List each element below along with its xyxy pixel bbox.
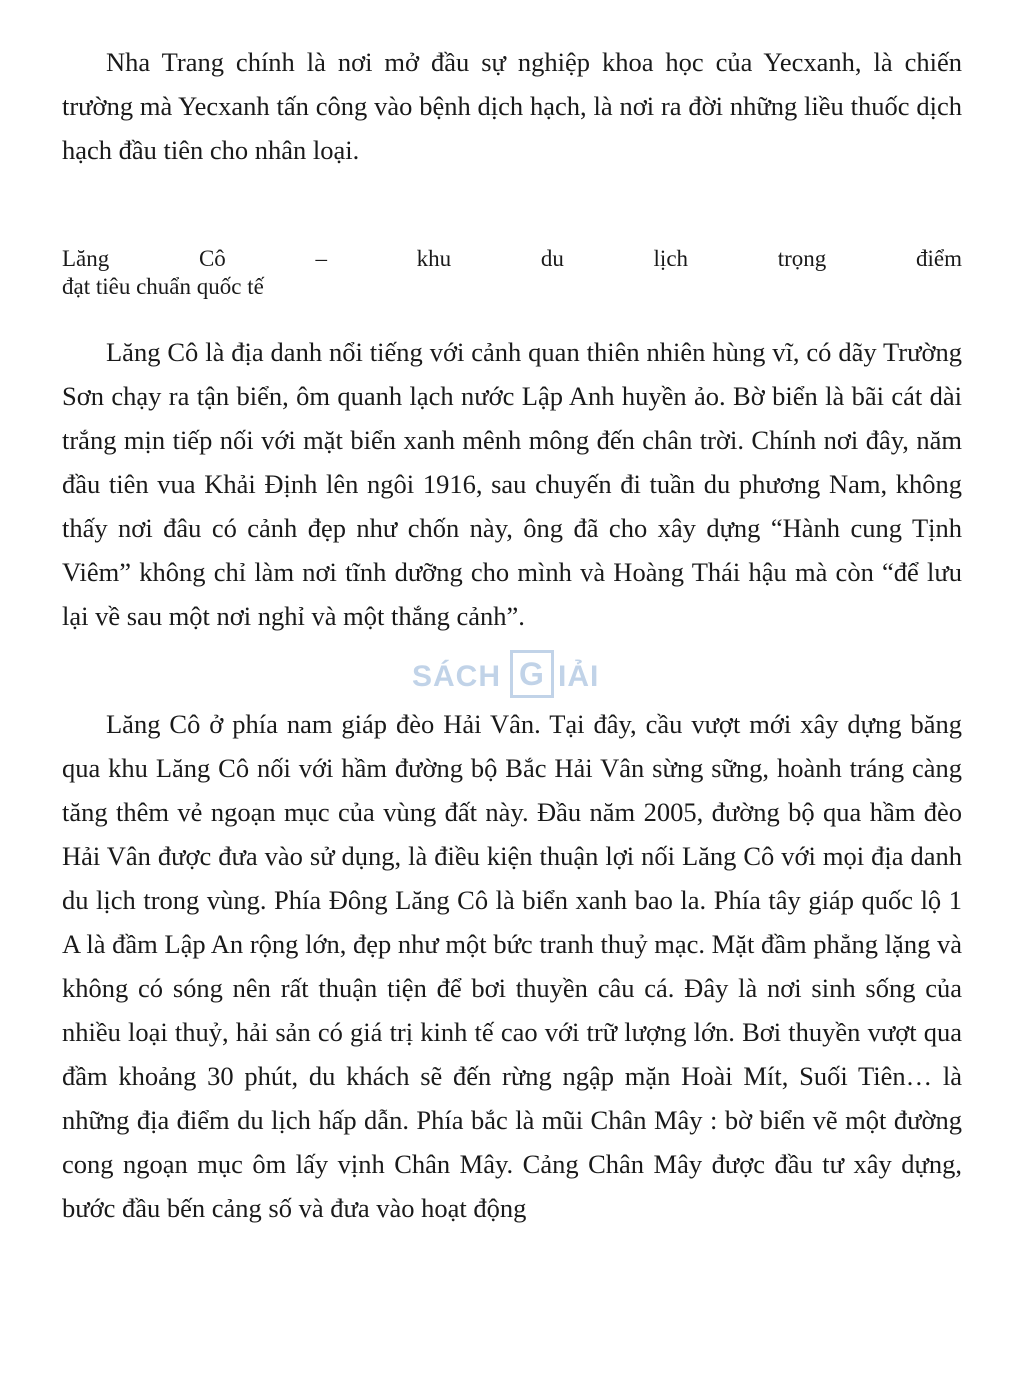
heading-word: – [315,246,327,271]
heading-word: Lăng [62,246,110,271]
heading-word: lịch [653,246,689,271]
heading-word: trọng [777,246,827,271]
watermark-g-box: G [510,650,554,698]
watermark-text: SÁCH [412,660,502,693]
section-heading-line2: đạt tiêu chuẩn quốc tế [62,274,264,299]
heading-word: Cô [198,246,226,271]
section-heading-line1 [62,245,962,273]
heading-word: du [540,246,564,271]
paragraph-lang-co-1: Lăng Cô là địa danh nổi tiếng với cảnh quan thiên nhiên hùng vĩ, có dãy Trường Sơn chạy ra tận biển, ôm quanh lạch nước Lập Anh huyền ảo. Bờ biển là bãi cát dài trắng mịn tiếp nối với mặt biển xanh mênh mông đến chân trời. Chính nơi đây, năm đầu tiên vua Khải Định lên ngôi 1916, sau chuyến đi tuần du phương Nam, không thấy nơi đâu có cảnh đẹp như chốn này, ông đã cho xây dựng “Hành cung Tịnh Viêm” không chỉ làm nơi tĩnh dưỡng cho mình và Hoàng Thái hậu mà còn “để lưu lại về sau một nơi nghỉ và một thắng cảnh”. [62,337,962,631]
paragraph-lang-co-2: Lăng Cô ở phía nam giáp đèo Hải Vân. Tại đây, cầu vượt mới xây dựng băng qua khu Lăng Cô nối với hầm đường bộ Bắc Hải Vân sừng sững, hoành tráng càng tăng thêm vẻ ngoạn mục của vùng đất này. Đầu năm 2005, đường bộ qua hầm đèo Hải Vân được đưa vào sử dụng, là điều kiện thuận lợi nối Lăng Cô với mọi địa danh du lịch trong vùng. Phía Đông Lăng Cô là biển xanh bao la. Phía tây giáp quốc lộ 1 A là đầm Lập An rộng lớn, đẹp như một bức tranh thuỷ mạc. Mặt đầm phẳng lặng và không có sóng nên rất thuận tiện để bơi thuyền câu cá. Đây là nơi sinh sống của nhiều loại thuỷ, hải sản có giá trị kinh tế cao với trữ lượng lớn. Bơi thuyền vượt qua đầm khoảng 30 phút, du khách sẽ đến rừng ngập mặn Hoài Mít, Suối Tiên… là những địa điểm du lịch hấp dẫn. Phía bắc là mũi Chân Mây : bờ biển vẽ một đường cong ngoạn mục ôm lấy vịnh Chân Mây. Cảng Chân Mây được đầu tư xây dựng, bước đầu bến cảng số và đưa vào hoạt động [62,709,962,1223]
heading-word: điểm [915,246,962,271]
watermark-text: IẢI [558,660,600,693]
watermark-logo [410,646,620,704]
paragraph-intro: Nha Trang chính là nơi mở đầu sự nghiệp khoa học của Yecxanh, là chiến trường mà Yecxanh tấn công vào bệnh dịch hạch, là nơi ra đời những liều thuốc dịch hạch đầu tiên cho nhân loại. [62,47,962,165]
heading-word: khu [416,246,452,271]
section-heading [62,245,962,301]
